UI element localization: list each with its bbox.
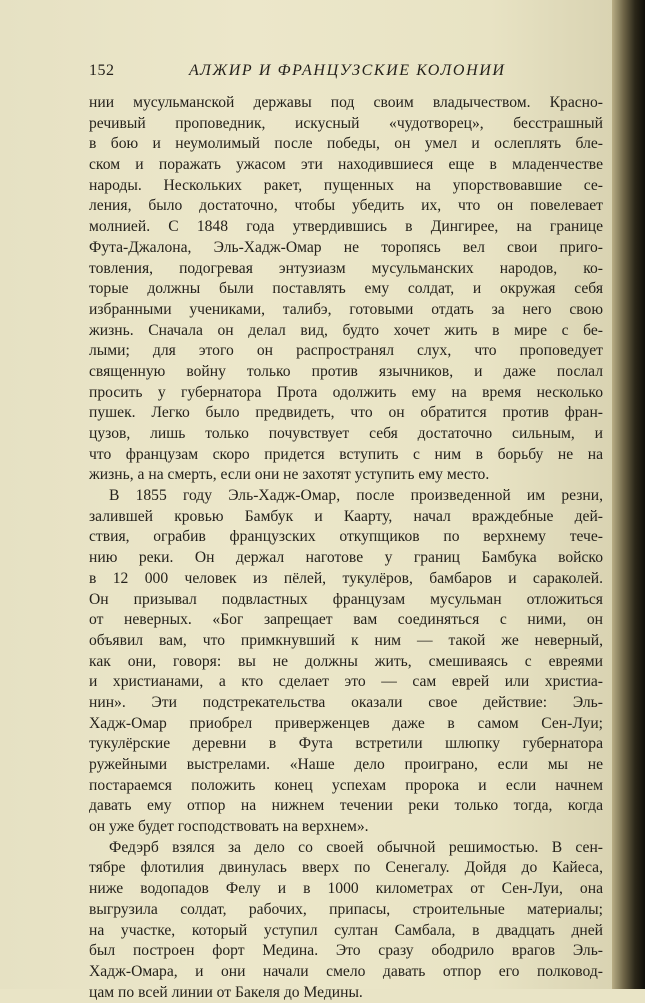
text-line: ружейными выстрелами. «Наше дело проиграно, если мы не [89, 756, 603, 773]
text-line: ствия, ограбив французских откупщиков по верхнему тече- [89, 528, 603, 546]
page-number: 152 [89, 62, 115, 79]
text-line: жизнь, а на смерть, если они не захотят уступить ему место. [89, 466, 490, 484]
text-line: что французам скоро придется вступить с ним в борьбу не на [89, 445, 603, 463]
text-line: священную войну только против язычников, и даже послал [89, 362, 603, 380]
text-line: речивый проповедник, искусный «чудотворец», бесстрашный [89, 114, 603, 132]
text-line: народы. Нескольких ракет, пущенных на упорствовавшие се- [89, 176, 603, 194]
text-line: нин». Эти подстрекательства оказали свое действие: Эль- [89, 693, 603, 711]
text-line: постараемся положить конец успехам пророка и если начнем [89, 776, 603, 794]
text-line: в 12 000 человек из пёлей, тукулёров, бамбаров и сараколей. [89, 569, 603, 587]
text-line: он уже будет господствовать на верхнем». [89, 818, 369, 836]
text-line: залившей кровью Бамбук и Каарту, начал враждебные дей- [89, 507, 603, 525]
text-line: Фута-Джалона, Эль-Хадж-Омар не торопясь вел свои приго- [89, 238, 603, 256]
text-line: нию реки. Он держал наготове у границ Бамбука войско [89, 549, 603, 567]
page-header [89, 62, 599, 84]
text-line: ления, было достаточно, чтобы убедить их, что он повелевает [89, 197, 603, 215]
text-line: нии мусульманской державы под своим владычеством. Красно- [89, 94, 603, 111]
text-line: выгрузила солдат, рабочих, припасы, строительные материалы; [89, 900, 603, 918]
text-line: объявил вам, что примкнувший к ним — такой же неверный, [89, 631, 603, 649]
text-line: торые должны были поставлять ему солдат, и окружая себя [89, 280, 603, 298]
text-line: давать ему отпор на нижнем течении реки только тогда, когда [89, 797, 603, 815]
text-line: как они, говоря: вы не должны жить, смешиваясь с евреями [89, 652, 603, 670]
text-line: ском и поражать ужасом эти находившиеся еще в младенчестве [89, 156, 603, 174]
text-line: от неверных. «Бог запрещает вам соединяться с ними, он [89, 611, 603, 629]
text-line: жизнь. Сначала он делал вид, будто хочет жить в мире с бе- [89, 321, 603, 339]
body-text [89, 93, 603, 1003]
text-line: просить у губернатора Прота одолжить ему на время несколько [89, 383, 603, 401]
text-line: товления, подогревая энтузиазм мусульманских народов, ко- [89, 259, 603, 277]
text-line: на участке, который уступил султан Самбала, в двадцать дней [89, 921, 603, 939]
text-line: в бою и неумолимый после победы, он умел и ослеплять бле- [89, 135, 603, 153]
running-title: АЛЖИР И ФРАНЦУЗСКИЕ КОЛОНИИ [189, 62, 506, 79]
text-line: цам по всей линии от Бакеля до Медины. [89, 983, 363, 1001]
text-line: Он призывал подвластных французам мусульман отложиться [89, 590, 603, 608]
text-line: был построен форт Медина. Это сразу ободрило врагов Эль- [89, 942, 603, 960]
text-line: Хадж-Омар приобрел приверженцев даже в самом Сен-Луи; [89, 714, 603, 732]
text-line: Хадж-Омара, и они начали смело давать отпор его полковод- [89, 962, 603, 980]
text-line: тябре флотилия двинулась вверх по Сенегалу. Дойдя до Кайеса, [89, 859, 603, 877]
text-line: В 1855 году Эль-Хадж-Омар, после произведенной им резни, [109, 487, 603, 505]
text-line: цузов, лишь только почувствует себя достаточно сильным, и [89, 425, 603, 442]
text-line: пушек. Легко было предвидеть, что он обратится против фран- [89, 404, 603, 422]
text-line: тукулёрские деревни в Фута встретили шлюпку губернатора [89, 735, 603, 753]
text-line: молнией. С 1848 года утвердившись в Дингирее, на границе [89, 218, 603, 236]
text-line: избранными учениками, талибэ, готовыми отдать за него свою [89, 300, 603, 318]
text-line: Федэрб взялся за дело со своей обычной решимостью. В сен- [109, 838, 603, 856]
text-line: ниже водопадов Фелу и в 1000 километрах от Сен-Луи, она [89, 880, 603, 898]
text-line: и христианами, а кто сделает это — сам еврей или христиа- [89, 673, 603, 691]
book-spine-shadow [612, 0, 645, 989]
text-line: лыми; для этого он распространял слух, что проповедует [89, 342, 603, 360]
